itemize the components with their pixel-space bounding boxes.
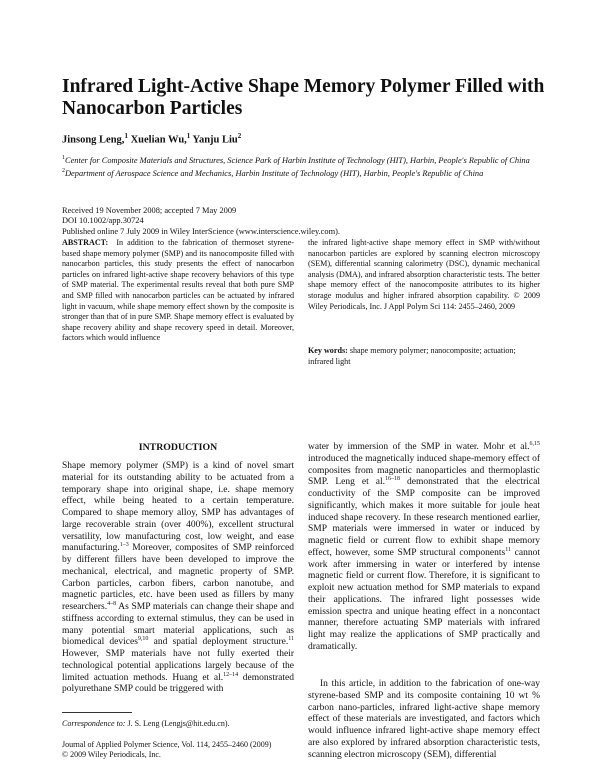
abstract-left: ABSTRACT: In addition to the fabrication of thermoset styrene-based shape memory polymer (SMP) and its nanocomposite filled with nanocarbon particles, this study presents the effect of nanocarbon particles on infrared light-active shape recovery behaviors of this type of SMP material. The experimental results reveal that both pure SMP and SMP filled with nanocarbon particles can be actuated by infrared light in vacuum, while shape memory effect shown by the composite is stronger than that of in pure SMP. Shape memory effect is evaluated by shape recovery ability and shape recovery speed in detail. Moreover, factors which would influence <box>62 238 295 343</box>
citation: 4–8 <box>107 600 117 607</box>
section-heading: INTRODUCTION <box>138 442 218 453</box>
affiliation: $^1$Center for Composite Materials and Structures, Science Park of Harbin Institute of Technology (HIT), Harbin, People's Republic of China <box>62 155 530 165</box>
citation: 12–14 <box>223 671 239 678</box>
affiliation: $^2$Department of Aerospace Science and Mechanics, Harbin Institute of Technology (HIT), Harbin, People's Republic of China <box>62 168 484 178</box>
author-affiliation-mark: 1 <box>124 132 128 140</box>
doi: DOI 10.1002/app.30724 <box>62 216 144 226</box>
journal-citation: Journal of Applied Polymer Science, Vol. 114, 2455–2460 (2009) <box>62 740 272 749</box>
intro-right-paragraph: In this article, in addition to the fabrication of one-way styrene-based SMP and its composite containing 10 wt % carbon nano-particles, infrared light-active shape memory effect of these materials are investigated, and factors which would influence infrared light-active shape memory effect are also explored by infrared absorption characteristic tests, scanning electron microscopy (SEM), differential <box>308 679 540 760</box>
abstract-right: the infrared light-active shape memory effect in SMP with/without nanocarbon particles are explored by scanning electron microscopy (SEM), differential scanning calorimetry (DSC), dynamic mechanical analysis (DMA), and infrared absorption characteristic tests. The better shape memory effect of the nanocomposite attributes to its higher storage modulus and higher infrared absorption capability. © 2009 Wiley Periodicals, Inc. J Appl Polym Sci 114: 2455–2460, 2009 <box>308 238 540 311</box>
abstract-label: ABSTRACT: <box>62 238 109 247</box>
intro-left-column: Shape memory polymer (SMP) is a kind of novel smart material for its outstanding ability to be actuated from a temporary shape into original shape, i.e. shape memory effect, while being heated to a certain temperature. Compared to shape memory alloy, SMP has advantages of large recoverable strain (over 400%), excellent structural versatility, low manufacturing cost, low weight, and ease manufacturing.$^{1-3}$ Moreover, composites of SMP reinforced by different fillers have been developed to improve the mechanical, electrical, and magnetic property of SMP. Carbon particles, carbon fibers, carbon nanotube, and magnetic particles, etc. have been used as fillers by many researchers.$^{4-8}$ As SMP materials can change their shape and stiffness according to external stimulus, they can be used in many potential smart material applications, such as biomedical devices$^{9,10}$ and spatial deployment structure.$^{11}$ However, SMP materials have not fully exerted their technological potential applications largely because of the limited actuation methods. Huang et al.$^{12-14}$ demonstrated polyurethane SMP could be triggered with <box>62 461 294 695</box>
correspondence-note: Correspondence to: J. S. Leng (Lengjs@hit.edu.cn). <box>62 719 230 728</box>
citation: 1–3 <box>119 542 129 549</box>
citation: 16–18 <box>385 476 401 483</box>
author-name: Yanju Liu <box>192 134 238 146</box>
affiliations <box>62 153 562 179</box>
journal-footer <box>62 740 271 760</box>
author-affiliation-mark: 2 <box>237 132 242 140</box>
published-date: Published online 7 July 2009 in Wiley InterScience (www.interscience.wiley.com). <box>62 226 340 236</box>
author-name: Xuelian Wu, <box>130 134 187 146</box>
citation: 11 <box>505 546 512 553</box>
copyright: © 2009 Wiley Periodicals, Inc. <box>62 750 161 759</box>
keywords-label: Key words: <box>308 346 348 355</box>
citation: 9,10 <box>137 636 149 643</box>
author-list <box>62 132 241 146</box>
correspondence-label: Correspondence to: <box>62 719 126 728</box>
received-date: Received 19 November 2008; accepted 7 May 2009 <box>62 206 237 215</box>
paper-title: Infrared Light-Active Shape Memory Polymer Filled with Nanocarbon Particles <box>62 76 545 119</box>
citation: 6,15 <box>529 440 540 447</box>
author-name: Jinsong Leng, <box>62 134 125 146</box>
intro-right-column: water by immersion of the SMP in water. Mohr et al.$^{6,15}$ introduced the magnetically induced shape-memory effect of composites from magnetic nanoparticles and thermoplastic SMP. Leng et al.$^{16-18}$ demonstrated that the electrical conductivity of the SMP composite can be improved significantly, which makes it more suitable for joule heat induced shape recovery. In these research mentioned earlier, SMP materials were immersed in water or induced by magnetic field or current flow to exhibit shape memory effect, however, some SMP structural components$^{11}$ cannot work after immersing in water or interfered by intense magnetic field or current flow. Therefore, it is significant to exploit new actuation method for SMP materials to expand their applications. The infrared light possesses wide emission spectra and unique heating effect in a noncontact manner, therefore actuating SMP materials with infrared light may realize the applications of SMP practically and dramatically. <box>308 440 540 652</box>
citation: 11 <box>288 636 294 643</box>
publication-dates <box>62 206 340 237</box>
keywords: Key words: shape memory polymer; nanocomposite; actuation; infrared light <box>308 346 516 366</box>
author-affiliation-mark: 1 <box>186 132 191 140</box>
footnote-divider <box>62 712 132 713</box>
